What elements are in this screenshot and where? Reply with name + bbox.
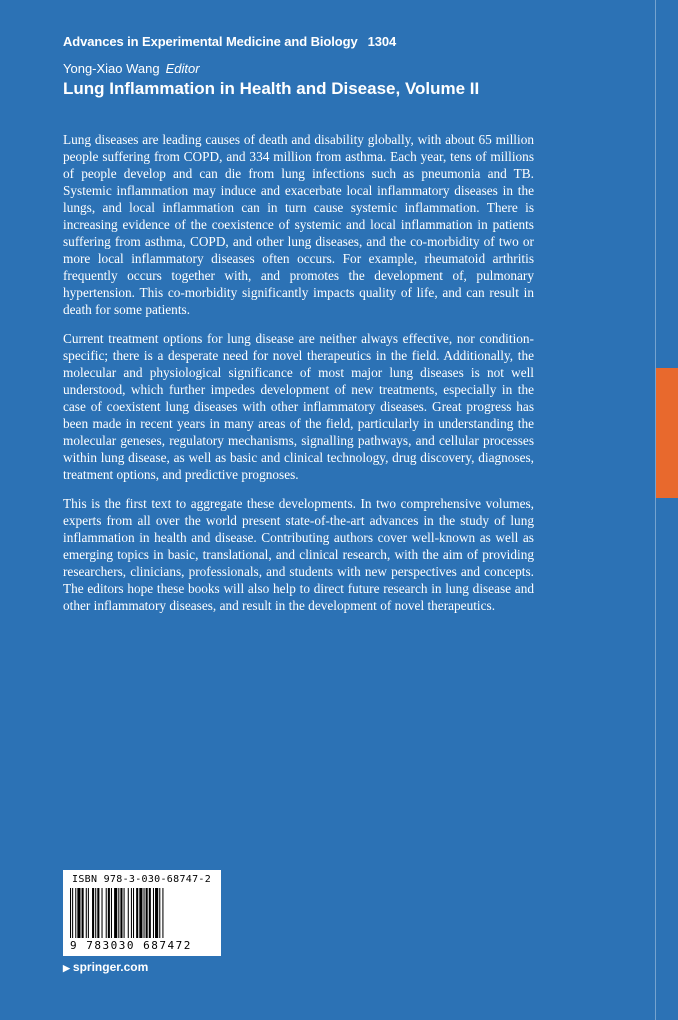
editor-role: Editor	[165, 61, 200, 76]
barcode-bar	[86, 888, 87, 938]
barcode-bar	[102, 888, 103, 938]
triangle-right-icon: ▶	[63, 963, 70, 973]
series-name: Advances in Experimental Medicine and Biology	[63, 34, 358, 49]
blurb-paragraph-3: This is the first text to aggregate these developments. In two comprehensive volumes, experts from all over the world present state-of-the-art advances in the study of lung inflammation in health and disease. Contributing authors cover well-known as well as emerging topics in basic, translational, and clinical research, with the aim of providing researchers, clinicians, professionals, and students with new perspectives and concepts. The editors hope these books will also help to direct future research in lung disease and other inflammatory diseases, and result in the development of novel therapeutics.	[63, 496, 534, 613]
barcode-bar	[131, 888, 132, 938]
barcode-bar	[111, 888, 112, 938]
publisher-url: springer.com	[72, 960, 149, 974]
book-title: Lung Inflammation in Health and Disease, Volume II	[63, 79, 480, 98]
back-cover-blurb	[63, 131, 534, 626]
spine-edge-line	[655, 0, 656, 1020]
barcode-bar	[77, 888, 80, 938]
barcode-bar	[124, 888, 125, 938]
barcode-bar	[155, 888, 158, 938]
barcode-bar	[97, 888, 99, 938]
barcode-bar	[128, 888, 129, 938]
barcode-bar	[106, 888, 107, 938]
barcode-bar	[139, 888, 142, 938]
editor-line	[63, 61, 200, 76]
blurb-paragraph-2: Current treatment options for lung disease are neither always effective, nor condition-specific; there is a desperate need for novel therapeutics in the field. Additionally, the molecular and physiological significance of most major lung diseases is not well understood, which further impedes development of new treatments, especially in the case of coexistent lung diseases with other inflammatory diseases. Great progress has been made in recent years in many areas of the field, particularly in understanding the molecular geneses, regulatory mechanisms, signalling pathways, and cellular processes within lung disease, as well as basic and clinical technology, drug discovery, diagnoses, treatment options, and predictive prognoses.	[63, 331, 534, 482]
barcode-digits: 9 783030 687472	[70, 939, 192, 952]
series-line	[63, 34, 396, 49]
barcode-bar	[75, 888, 76, 938]
isbn-label: ISBN 978-3-030-68747-2	[72, 874, 212, 885]
editor-name: Yong-Xiao Wang	[63, 61, 160, 76]
barcode-bar	[114, 888, 117, 938]
barcode-bar	[149, 888, 151, 938]
barcode-bar	[92, 888, 94, 938]
barcode-bar	[72, 888, 73, 938]
barcode-bar	[118, 888, 119, 938]
barcode-bar	[159, 888, 160, 938]
barcode-bar	[88, 888, 89, 938]
barcode-bar	[95, 888, 96, 938]
barcode-bars	[70, 888, 210, 938]
publisher-link[interactable]	[63, 960, 148, 974]
barcode-bar	[153, 888, 154, 938]
barcode-bar	[136, 888, 138, 938]
barcode-bar	[70, 888, 71, 938]
barcode-bar	[120, 888, 122, 938]
blurb-paragraph-1: Lung diseases are leading causes of death and disability globally, with about 65 million people suffering from COPD, and 334 million from asthma. Each year, tens of millions of people develop and can die from lung infections such as pneumonia and TB. Systemic inflammation may induce and exacerbate local inflammatory diseases in the lungs, and local inflammation can in turn cause systemic inflammation. There is increasing evidence of the coexistence of systemic and local inflammation in patients suffering from asthma, COPD, and other lung diseases, and the co-morbidity of two or more local inflammatory diseases often occurs. For example, rheumatoid arthritis frequently occurs together with, and promotes the development of, pulmonary hypertension. This co-morbidity significantly impacts quality of life, and can result in death for some patients.	[63, 132, 534, 317]
series-number: 1304	[367, 34, 397, 49]
barcode-bar	[146, 888, 148, 938]
barcode-bar	[82, 888, 84, 938]
barcode-bar	[133, 888, 134, 938]
barcode-bar	[144, 888, 145, 938]
isbn-barcode	[63, 870, 221, 956]
barcode-bar	[162, 888, 163, 938]
barcode-bar	[108, 888, 110, 938]
accent-tab	[656, 368, 678, 498]
